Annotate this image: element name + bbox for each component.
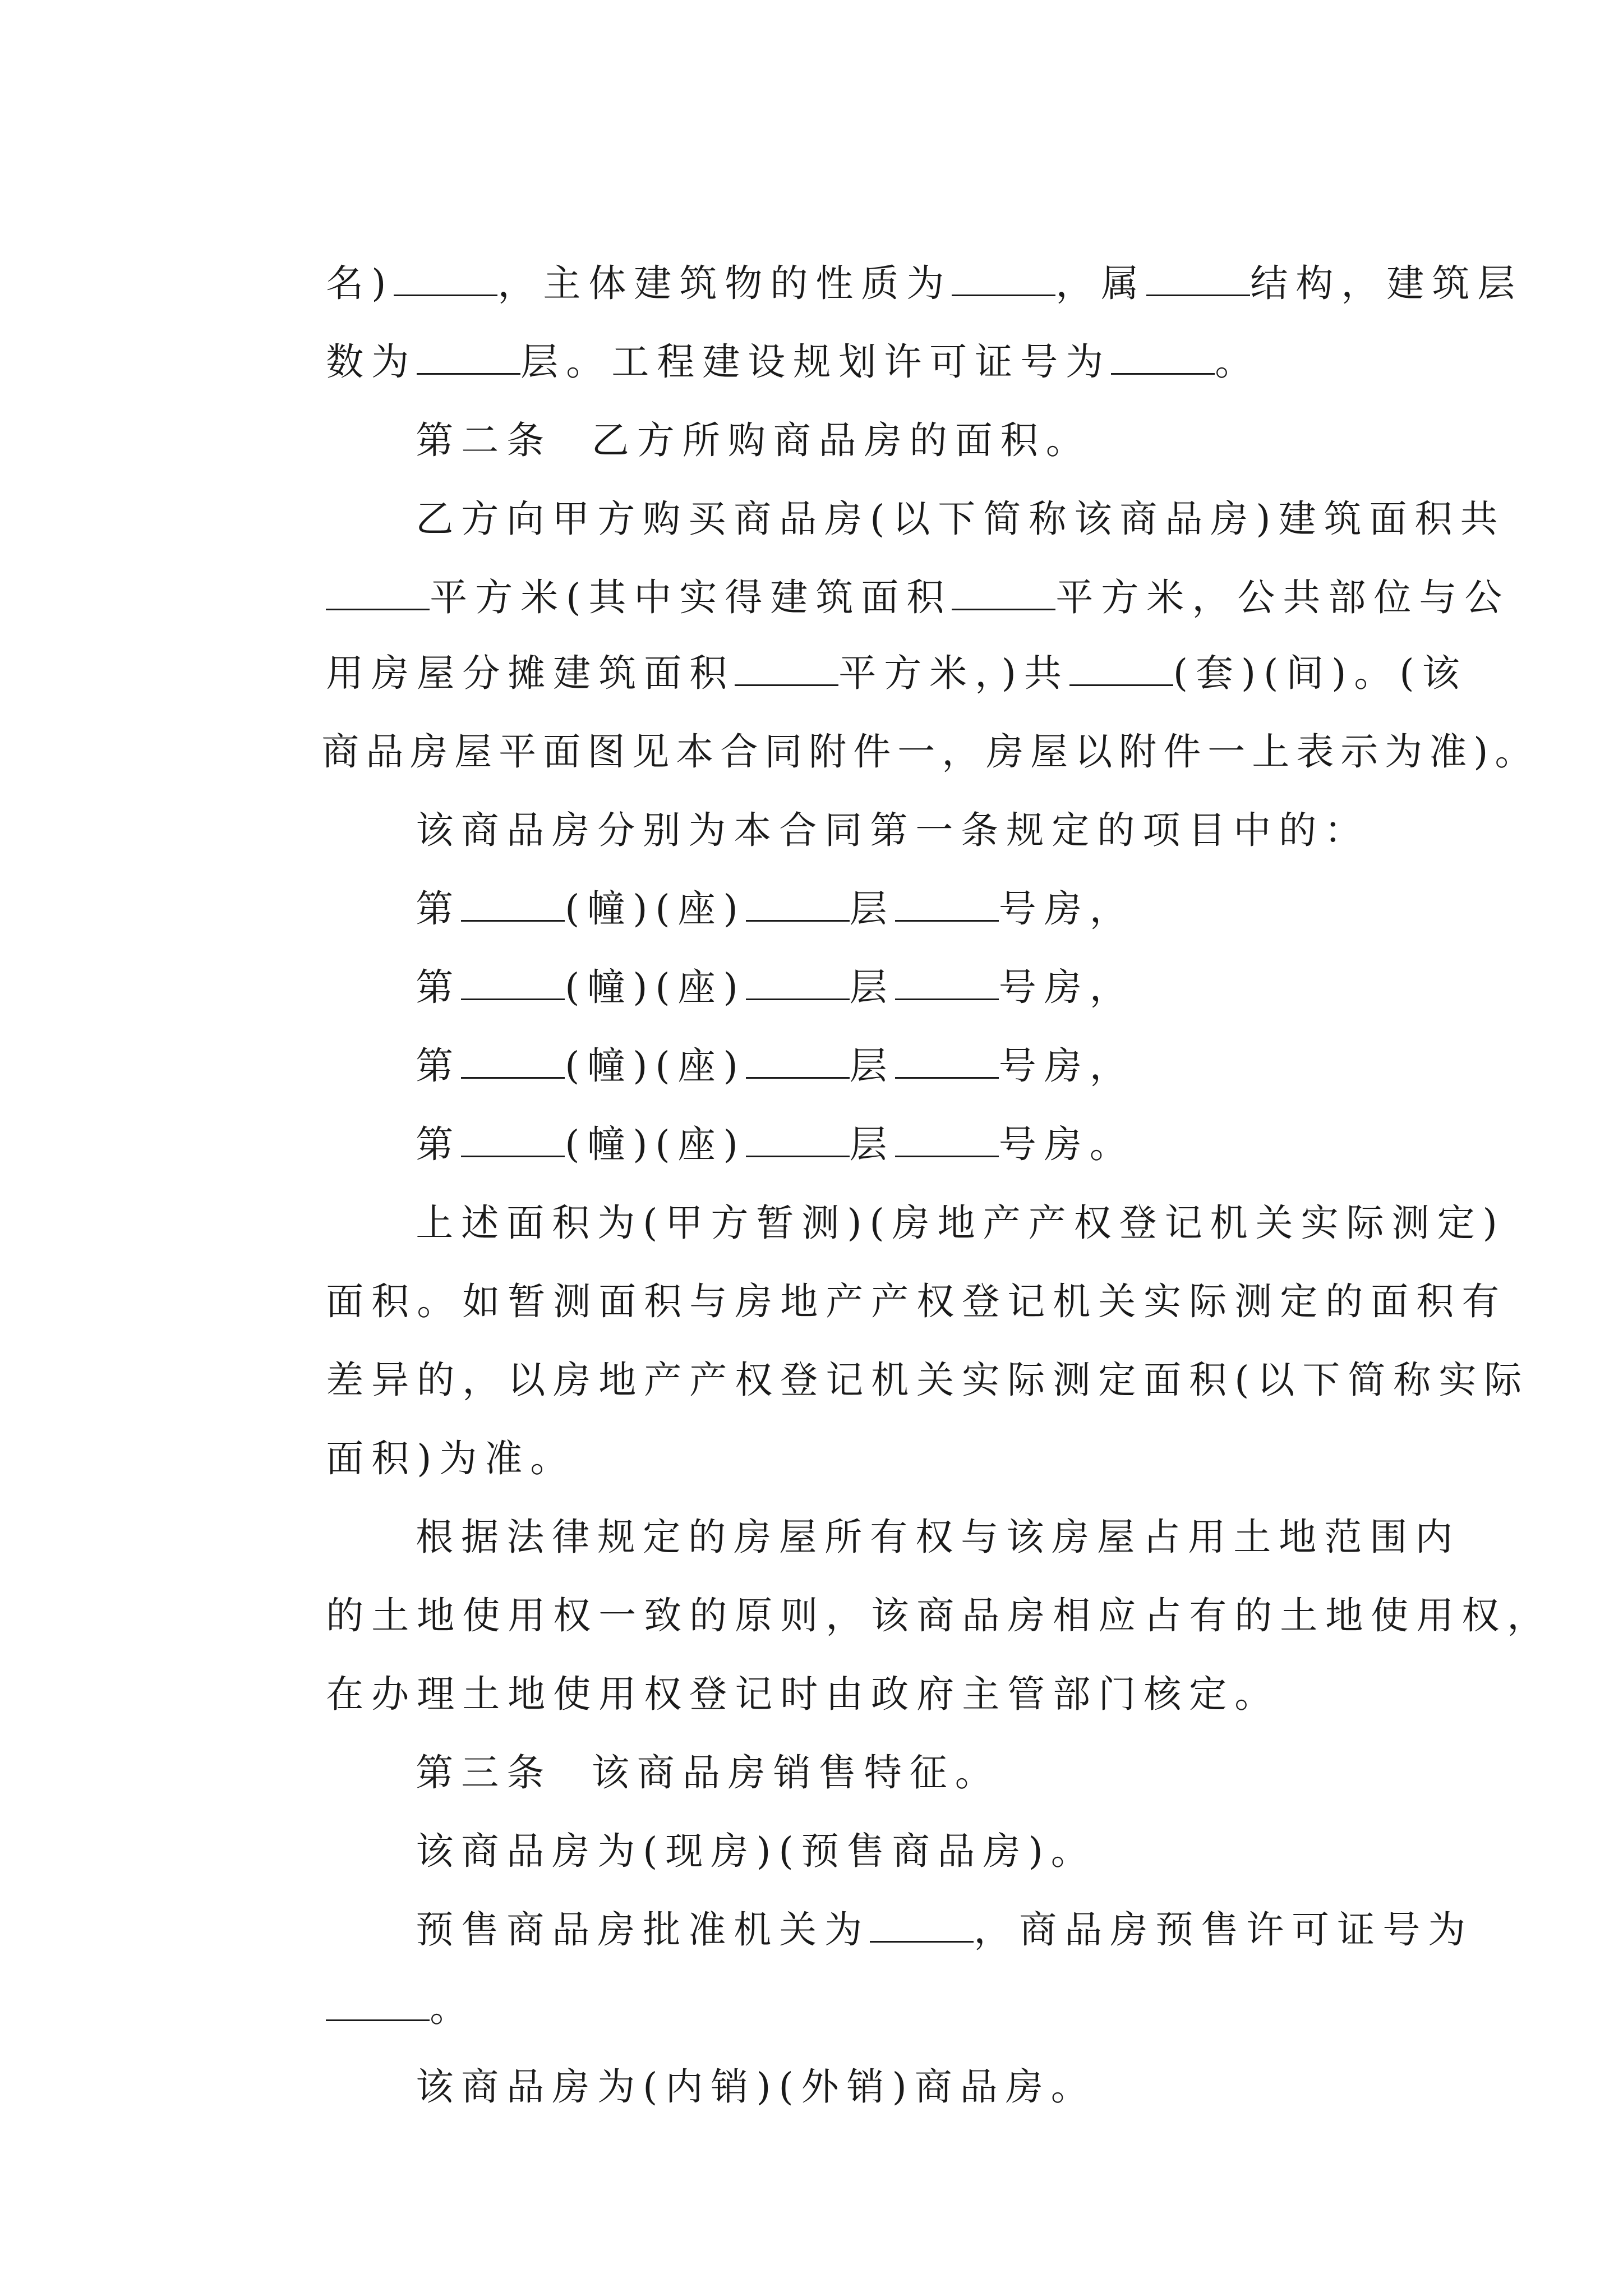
fill-blank: [895, 965, 999, 1000]
text-segment: 平方米，)共: [838, 651, 1069, 695]
fill-blank: [746, 886, 850, 922]
text-segment: 层: [849, 965, 895, 1009]
fill-blank: [952, 261, 1055, 296]
fill-blank: [746, 1043, 850, 1079]
fill-blank: [461, 965, 565, 1000]
fill-blank: [1111, 339, 1215, 375]
text-line: [336, 1862, 1473, 1997]
text-segment: 层。工程建设规划许可证号为: [520, 340, 1112, 384]
fill-blank: [895, 1043, 999, 1079]
text-segment: 号房，: [998, 1044, 1135, 1088]
text-segment: 第: [416, 965, 462, 1009]
text-segment: 层: [849, 1044, 895, 1088]
text-segment: 面积)为准。: [326, 1437, 576, 1480]
fill-blank: [1146, 261, 1250, 296]
text-segment: 第二条 乙方所购商品房的面积。: [416, 418, 1091, 462]
text-segment: 层: [849, 1122, 895, 1166]
text-segment: (幢)(座): [565, 1122, 746, 1166]
text-segment: 名): [326, 261, 394, 305]
fill-blank: [895, 886, 999, 922]
fill-blank: [461, 1122, 565, 1157]
text-segment: 乙方向甲方购买商品房(以下简称该商品房)建筑面积共: [416, 497, 1506, 541]
fill-blank: [746, 1122, 850, 1157]
text-segment: 该商品房分别为本合同第一条规定的项目中的：: [416, 808, 1370, 852]
text-segment: 数为: [326, 340, 417, 384]
fill-blank: [394, 261, 497, 296]
text-segment: 号房，: [998, 887, 1135, 931]
fill-blank: [461, 1043, 565, 1079]
text-segment: 上述面积为(甲方暂测)(房地产产权登记机关实际测定): [416, 1201, 1505, 1245]
text-segment: 商品房屋平面图见本合同附件一，房屋以附件一上表示为准)。: [321, 730, 1539, 774]
fill-blank: [1069, 651, 1173, 686]
text-segment: (套)(间)。(该: [1173, 651, 1468, 695]
text-segment: 第: [416, 887, 462, 931]
text-segment: ，商品房预售许可证号为: [974, 1908, 1474, 1952]
text-segment: 号房。: [998, 1122, 1135, 1166]
fill-blank: [326, 575, 430, 610]
text-segment: (幢)(座): [565, 887, 746, 931]
text-segment: 面积。如暂测面积与房地产产权登记机关实际测定的面积有: [326, 1280, 1507, 1323]
text-segment: 该商品房为(内销)(外销)商品房。: [416, 2065, 1096, 2109]
fill-blank: [895, 1122, 999, 1157]
text-segment: 差异的，以房地产产权登记机关实际测定面积(以下简称实际: [326, 1358, 1530, 1402]
text-segment: 结构，建筑层: [1250, 261, 1523, 305]
text-segment: (幢)(座): [565, 965, 746, 1009]
text-segment: 。: [430, 1986, 476, 2030]
text-segment: 平方米(其中实得建筑面积: [430, 576, 952, 619]
text-segment: 根据法律规定的房屋所有权与该房屋占用土地范围内: [416, 1515, 1461, 1559]
text-segment: 层: [849, 887, 895, 931]
fill-blank: [746, 965, 850, 1000]
fill-blank: [870, 1907, 974, 1943]
text-segment: ，属: [1055, 261, 1147, 305]
fill-blank: [417, 339, 520, 375]
fill-blank: [735, 651, 838, 686]
text-segment: 第三条 该商品房销售特征。: [416, 1751, 1000, 1795]
text-segment: 第: [416, 1044, 462, 1088]
fill-blank: [326, 1986, 430, 2021]
text-segment: 平方米，公共部位与公: [1055, 576, 1510, 619]
text-segment: ，主体建筑物的性质为: [497, 261, 952, 305]
text-segment: 预售商品房批准机关为: [416, 1908, 870, 1952]
fill-blank: [952, 575, 1055, 610]
fill-blank: [461, 886, 565, 922]
text-segment: 用房屋分摊建筑面积: [326, 651, 735, 695]
text-segment: 第: [416, 1122, 462, 1166]
text-segment: 该商品房为(现房)(预售商品房)。: [416, 1829, 1096, 1873]
text-segment: 号房，: [998, 965, 1135, 1009]
text-segment: (幢)(座): [565, 1044, 746, 1088]
text-segment: 。: [1215, 340, 1261, 384]
text-segment: 在办理土地使用权登记时由政府主管部门核定。: [326, 1672, 1280, 1716]
text-segment: 的土地使用权一致的原则，该商品房相应占有的土地使用权，: [326, 1594, 1553, 1637]
text-line: [336, 2019, 1096, 2154]
